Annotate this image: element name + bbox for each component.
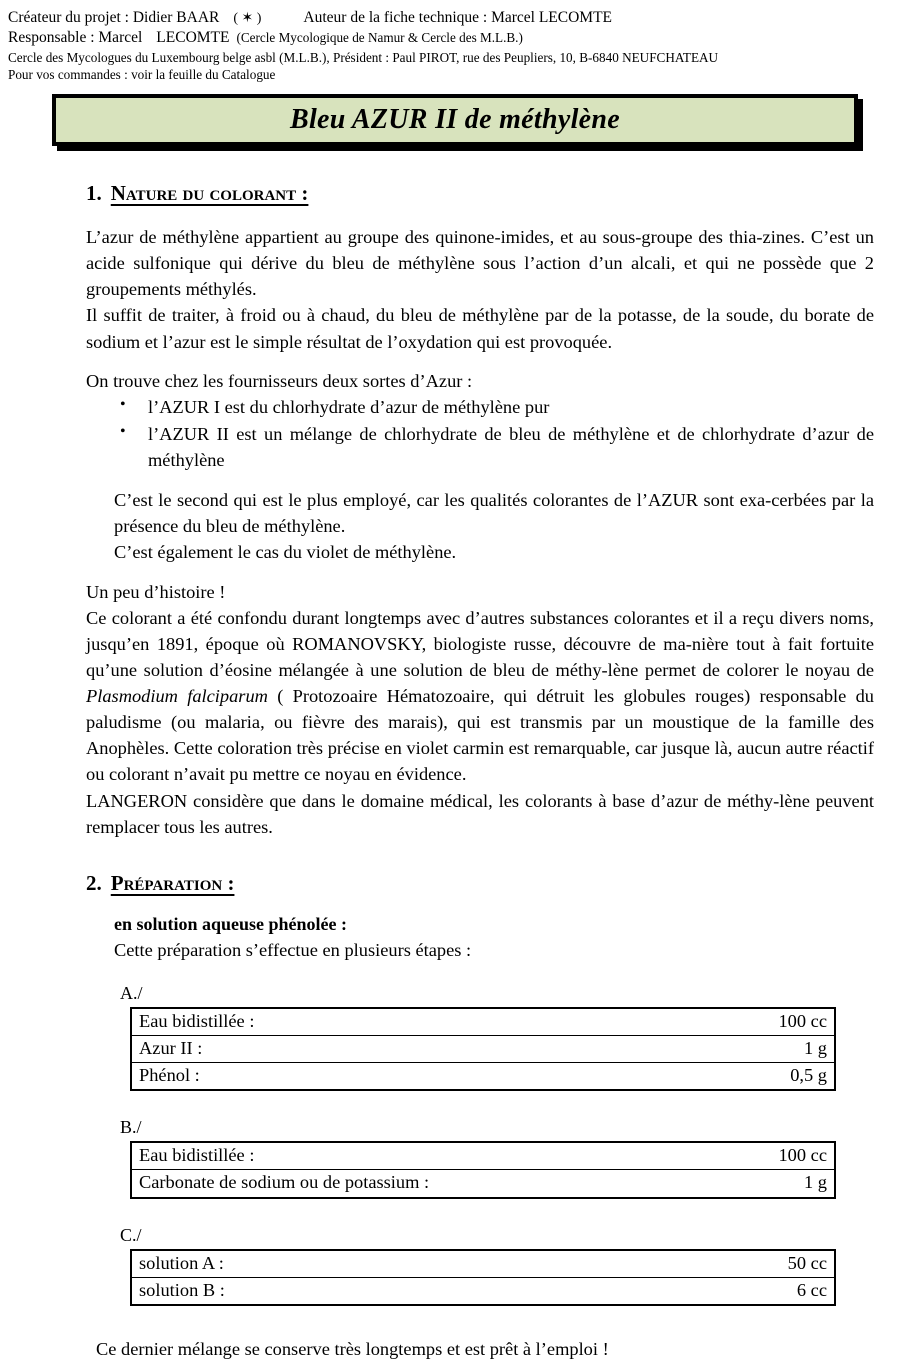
document-header	[8, 8, 870, 84]
section-2-title: Préparation :	[110, 870, 235, 895]
spacer	[86, 355, 874, 368]
recipe-table-b	[130, 1141, 836, 1198]
list-item-label: l’AZUR II est un mélange de chlorhydrate de bleu de méthylène et de chlorhydrate d’azur de méthylène	[148, 423, 874, 471]
table-cell-name: solution A :	[139, 1252, 224, 1273]
table-cell-name: Carbonate de sodium ou de potassium :	[131, 1170, 640, 1198]
title-banner	[52, 94, 858, 146]
table-a-label: A./	[120, 983, 143, 1004]
table-cell-name: solution B :	[131, 1277, 640, 1305]
table-cell-name: Phénol :	[131, 1063, 640, 1091]
recipe-table-c	[130, 1249, 836, 1306]
section-1-indented-block	[114, 487, 874, 565]
bullet-icon: •	[120, 422, 126, 440]
section-1-paragraph-4: C’est également le cas du violet de méthylène.	[114, 542, 457, 563]
spacer	[86, 1091, 874, 1117]
list-item-label: l’AZUR I est du chlorhydrate d’azur de méthylène pur	[148, 396, 550, 417]
section-1-paragraph-2: Il suffit de traiter, à froid ou à chaud, du bleu de méthylène par de la potasse, de la soude, du borate de sodium et l’azur est le simple résultat de l’oxydation qui est provoquée.	[86, 305, 874, 352]
table-cell-value: 100 cc	[778, 1011, 827, 1032]
spacer	[86, 963, 874, 983]
table-cell-name: Azur II :	[131, 1036, 640, 1063]
section-1-heading	[86, 180, 874, 206]
spacer	[86, 566, 874, 579]
history-paragraph-langeron: LANGERON considère que dans le domaine médical, les colorants à base d’azur de méthy-lène peuvent remplacer tous les autres.	[86, 790, 874, 837]
table-row	[131, 1142, 835, 1170]
azur-types-list	[86, 394, 874, 473]
table-cell-value: 0,5 g	[640, 1063, 835, 1091]
table-cell-value: 1 g	[640, 1170, 835, 1198]
header-line-mlb: Cercle des Mycologues du Luxembourg belge asbl (M.L.B.), Président : Paul PIROT, rue des Peupliers, 10, B-6840 NEUFCHATEAU	[8, 49, 719, 65]
section-1-paragraph-3: C’est le second qui est le plus employé, car les qualités colorantes de l’AZUR sont exa-cerbées par la présence du bleu de méthylène.	[114, 490, 874, 537]
preparation-subtitle: en solution aqueuse phénolée :	[114, 914, 348, 935]
history-text-part-1: Ce colorant a été confondu durant longtemps avec d’autres substances colorantes et il a reçu divers noms, jusqu’en 1891, époque où ROMANOVSKY, biologiste russe, découvre de ma-nière tout à fait fortuite qu’une solution d’éosine mélangée à une solution de bleu de méthy-lène permet de colorer le noyau de	[86, 607, 874, 680]
header-responsable-name: LECOMTE	[156, 29, 230, 47]
spacer	[86, 840, 874, 870]
section-1-number: 1.	[86, 180, 102, 205]
table-cell-name: Eau bidistillée :	[139, 1145, 255, 1166]
table-row	[131, 1008, 835, 1036]
table-row	[131, 1063, 835, 1091]
spacer	[86, 474, 874, 487]
list-item	[86, 394, 874, 420]
header-creator-text: Créateur du projet : Didier BAAR	[8, 9, 220, 26]
spacer	[86, 1306, 874, 1336]
preparation-subtext: Cette préparation s’effectue en plusieurs étapes :	[114, 940, 472, 961]
table-cell-name: Eau bidistillée :	[139, 1011, 255, 1032]
header-line-creator	[8, 8, 870, 28]
species-name: Plasmodium falciparum	[86, 686, 268, 707]
table-row	[131, 1170, 835, 1198]
header-responsable-circle: (Cercle Mycologique de Namur & Cercle des M.L.B.)	[236, 30, 523, 46]
section-1-list-intro: On trouve chez les fournisseurs deux sortes d’Azur :	[86, 370, 473, 391]
header-line-commandes: Pour vos commandes : voir la feuille du Catalogue	[8, 67, 276, 83]
section-2-number: 2.	[86, 870, 102, 895]
list-item	[86, 421, 874, 473]
header-responsable-label: Responsable : Marcel	[8, 29, 143, 47]
table-cell-value: 50 cc	[787, 1252, 827, 1273]
table-row	[131, 1277, 835, 1305]
header-line-responsable	[8, 28, 870, 48]
section-1-title: Nature du colorant :	[110, 180, 309, 205]
table-c-label: C./	[120, 1224, 142, 1245]
table-b-label: B./	[120, 1117, 142, 1138]
document-content	[86, 180, 874, 1362]
table-row	[131, 1036, 835, 1063]
history-paragraph	[86, 605, 874, 788]
closing-note: Ce dernier mélange se conserve très longtemps et est prêt à l’emploi !	[96, 1338, 609, 1359]
table-cell-value: 1 g	[640, 1036, 835, 1063]
table-row	[131, 1250, 835, 1278]
table-cell-value: 6 cc	[640, 1277, 835, 1305]
star-icon: ( ✶ )	[233, 11, 262, 26]
header-author-text: Auteur de la fiche technique : Marcel LECOMTE	[303, 9, 613, 26]
history-title: Un peu d’histoire !	[86, 581, 226, 602]
spacer	[86, 1199, 874, 1225]
section-2-heading	[86, 870, 874, 896]
title-banner-container	[52, 94, 858, 146]
bullet-icon: •	[120, 395, 126, 413]
section-1-paragraph-1: L’azur de méthylène appartient au groupe des quinone-imides, et au sous-groupe des thia-zines. C’est un acide sulfonique qui dérive du bleu de méthylène sous l’action d’un alcali, et qui ne possède que 2 groupements méthylés.	[86, 227, 874, 300]
page-title: Bleu AZUR II de méthylène	[289, 103, 620, 135]
table-cell-value: 100 cc	[778, 1145, 827, 1166]
recipe-table-a	[130, 1007, 836, 1091]
history-text-part-2: ( Protozoaire Hématozoaire, qui détruit les globules rouges) responsable du paludisme (ou malaria, ou fièvre des marais), qui est transmis par un moustique de la famille des Anophèles. Cette coloration très précise en violet carmin est remarquable, car jusque là, aucun autre réactif ou colorant n’avait pu mettre ce noyau en évidence.	[86, 686, 875, 785]
